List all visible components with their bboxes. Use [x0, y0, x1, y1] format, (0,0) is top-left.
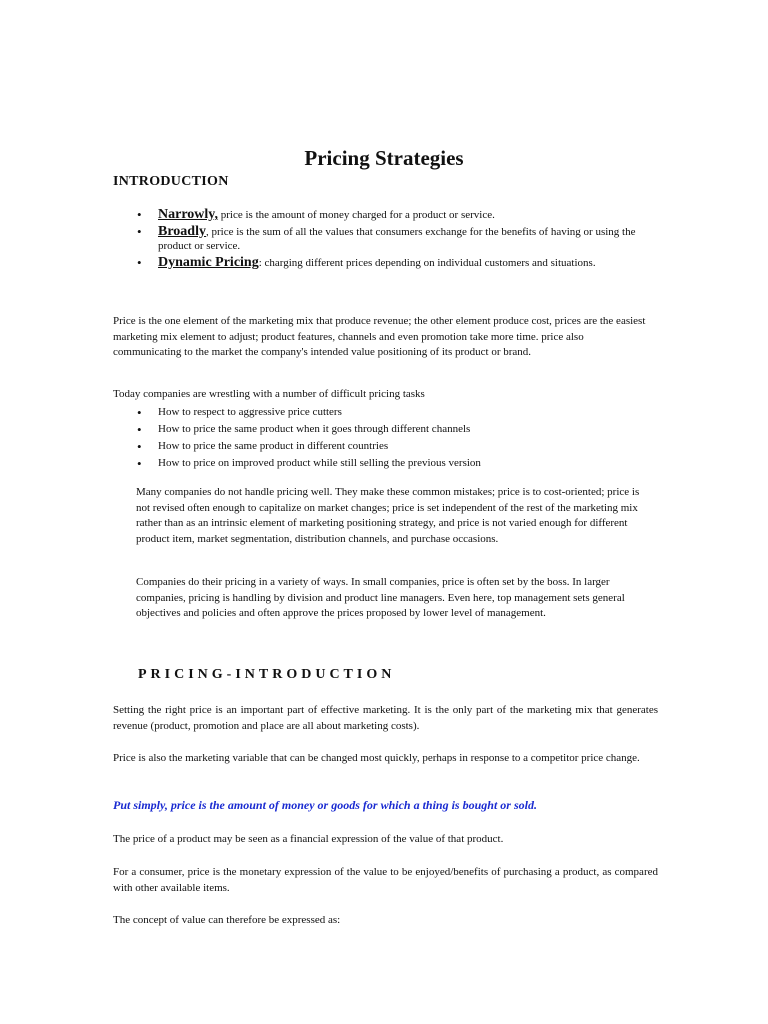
- definition-text: price is the amount of money charged for a product or service.: [218, 209, 495, 221]
- definition-text: , price is the sum of all the values that consumers exchange for the benefits of having or using the product or service.: [158, 226, 636, 252]
- paragraph: Many companies do not handle pricing well. They make these common mistakes; price is to cost-oriented; price is not revised often enough to capitalize on market changes; price is set independent of the rest of the marketing mix rather than as an intrinsic element of marketing positioning strategy, and price is not varied enough for different product item, market segmentation, distribution channels, and purchase occasions.: [136, 486, 640, 545]
- paragraph: For a consumer, price is the monetary expression of the value to be enjoyed/benefits of purchasing a product, as compared with other available items.: [113, 866, 658, 894]
- list-item: • How to price on improved product while still selling the previous version: [137, 456, 481, 471]
- paragraph: The concept of value can therefore be expressed as:: [113, 914, 341, 926]
- bullet-icon: •: [137, 207, 142, 222]
- definition-text: : charging different prices depending on individual customers and situations.: [258, 257, 596, 269]
- pricing-introduction-heading: PRICING-INTRODUCTION: [138, 667, 396, 682]
- tasks-intro: Today companies are wrestling with a number of difficult pricing tasks: [113, 388, 425, 400]
- list-item: • How to respect to aggressive price cutters: [137, 405, 342, 420]
- list-item: [113, 208, 658, 222]
- paragraph: The price of a product may be seen as a financial expression of the value of that product.: [113, 833, 504, 845]
- introduction-heading: INTRODUCTION: [113, 174, 229, 189]
- definition-term: Narrowly,: [158, 207, 219, 222]
- list-item: • How to price the same product when it goes through different channels: [137, 422, 471, 437]
- list-item: [113, 225, 658, 253]
- definition-term: Broadly: [158, 224, 206, 239]
- bullet-icon: •: [137, 224, 142, 239]
- bullet-icon: •: [137, 422, 142, 437]
- definition-list: [113, 208, 658, 273]
- bullet-icon: •: [137, 405, 142, 420]
- emphasis-definition: Put simply, price is the amount of money or goods for which a thing is bought or sold.: [113, 798, 537, 812]
- list-item: • How to price the same product in different countries: [137, 439, 389, 454]
- bullet-icon: •: [137, 456, 142, 471]
- paragraph: Setting the right price is an important part of effective marketing. It is the only part of the marketing mix that generates revenue (product, promotion and place are all about marketing costs).: [113, 704, 658, 732]
- paragraph: Price is the one element of the marketing mix that produce revenue; the other element produce cost, prices are the easiest marketing mix element to adjust; product features, channels and even promotion take more time. price also communicating to the market the company's intended value positioning of its product or brand.: [113, 315, 646, 358]
- definition-term: Dynamic Pricing: [158, 255, 259, 270]
- tasks-list: [113, 404, 658, 472]
- list-item: [113, 256, 658, 270]
- bullet-icon: •: [137, 439, 142, 454]
- bullet-icon: •: [137, 255, 142, 270]
- paragraph: Companies do their pricing in a variety of ways. In small companies, price is often set by the boss. In larger companies, pricing is handling by division and product line managers. Even here, top management sets general objectives and policies and often approve the prices proposed by lower level of management.: [136, 576, 625, 619]
- page-title: Pricing Strategies: [304, 146, 464, 170]
- paragraph: Price is also the marketing variable that can be changed most quickly, perhaps in response to a competitor price change.: [113, 752, 640, 764]
